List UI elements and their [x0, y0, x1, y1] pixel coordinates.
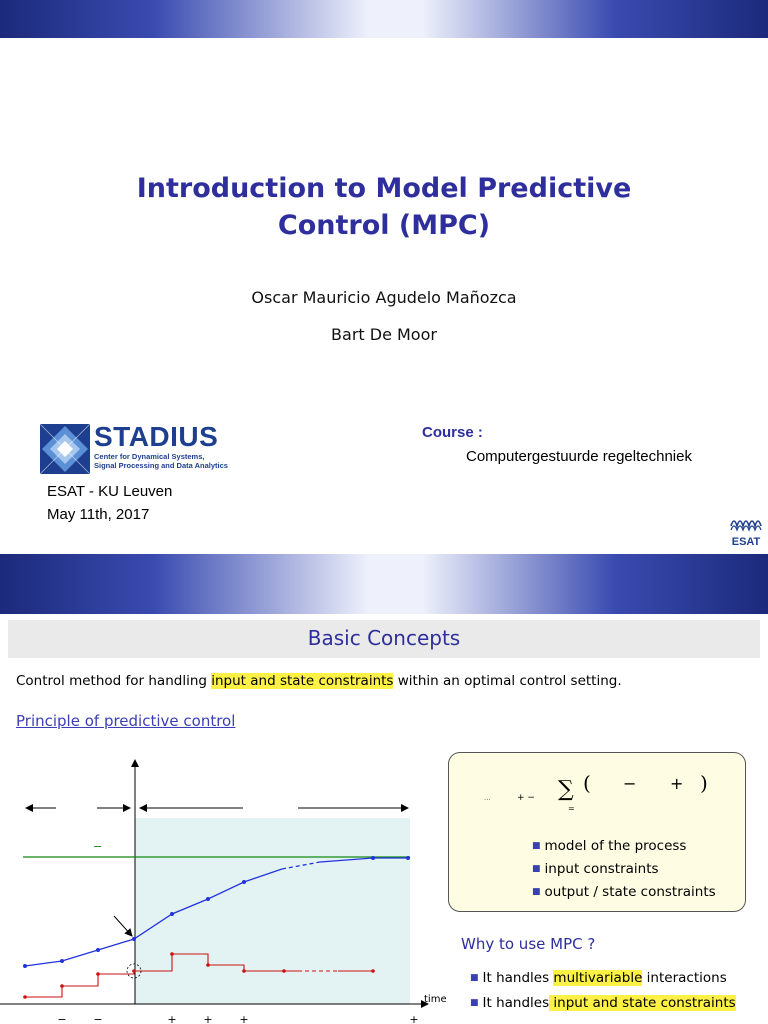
why-highlight: multivariable: [553, 970, 643, 986]
bullet-icon: ■: [532, 841, 541, 851]
output-point: [371, 856, 375, 860]
input-point: [170, 952, 174, 956]
author-1: Oscar Mauricio Agudelo Mañozca: [251, 288, 517, 307]
esat-logo-icon: [729, 514, 763, 548]
input-point: [242, 969, 246, 973]
tick-label: −: [93, 1013, 103, 1024]
time-axis-label: time: [424, 994, 447, 1005]
course-name: Computergestuurde regeltechniek: [466, 448, 692, 465]
logo-name: STADIUS: [94, 421, 219, 452]
formula-dots: ...: [484, 794, 491, 802]
tick-label: +: [409, 1013, 419, 1024]
tick-label: +: [239, 1013, 249, 1024]
output-point: [406, 856, 410, 860]
formula-item-text: model of the process: [544, 838, 687, 854]
tick-label: +: [167, 1013, 177, 1024]
input-point: [132, 969, 136, 973]
intro-sentence: [16, 673, 622, 689]
formula-minus: −: [623, 774, 637, 793]
principle-heading: Principle of predictive control: [16, 712, 236, 730]
input-point: [23, 995, 27, 999]
formula-item-text: output / state constraints: [544, 884, 716, 900]
esat-logo-text: ESAT: [731, 536, 761, 548]
input-point: [96, 972, 100, 976]
output-point: [132, 937, 136, 941]
input-point: [206, 963, 210, 967]
bullet-icon: ■: [532, 887, 541, 897]
output-point: [242, 880, 246, 884]
why-item: [470, 995, 736, 1011]
predictive-control-diagram: [0, 750, 447, 1024]
input-point: [60, 984, 64, 988]
title-line-2: Control (MPC): [277, 210, 491, 241]
formula-plus: +: [670, 774, 684, 793]
sigma-subscript: =: [568, 804, 575, 813]
prediction-horizon-area: [135, 818, 410, 1004]
formula-item: [532, 884, 716, 900]
presentation-title: [0, 170, 768, 244]
intro-text-after: within an optimal control setting.: [393, 673, 622, 689]
output-point: [96, 948, 100, 952]
top-banner: [0, 0, 768, 38]
why-item: [470, 970, 727, 986]
why-text-before: It handles: [482, 970, 554, 986]
institution: ESAT - KU Leuven: [47, 483, 173, 500]
stadius-logo-text: [94, 422, 228, 470]
input-point: [371, 969, 375, 973]
sigma-symbol: ∑: [558, 777, 574, 802]
intro-text-before: Control method for handling: [16, 673, 212, 689]
why-text-after: interactions: [642, 970, 727, 986]
output-point: [206, 897, 210, 901]
section-title: Basic Concepts: [307, 626, 461, 650]
why-text-before: It handles: [482, 995, 550, 1011]
bullet-icon: ■: [532, 864, 541, 874]
course-label: Course :: [422, 424, 483, 441]
stadius-logo-icon: [40, 424, 90, 474]
formula-item: [532, 861, 659, 877]
tick-label: −: [57, 1013, 67, 1024]
middle-banner: [0, 554, 768, 614]
mpc-cost-function: [448, 752, 746, 832]
why-heading: Why to use MPC ?: [461, 935, 596, 953]
logo-subtitle-1: Center for Dynamical Systems,: [94, 452, 205, 461]
open-paren: (: [583, 771, 591, 795]
formula-item-text: input constraints: [544, 861, 659, 877]
output-point: [23, 964, 27, 968]
output-point: [60, 959, 64, 963]
author-2: Bart De Moor: [331, 325, 437, 344]
title-line-1: Introduction to Model Predictive: [136, 173, 632, 204]
input-point: [282, 969, 286, 973]
current-state-arrow: [114, 916, 132, 936]
bullet-icon: ■: [470, 998, 479, 1008]
why-highlight: input and state constraints: [549, 995, 736, 1011]
tick-label: +: [203, 1013, 213, 1024]
formula-item: [532, 838, 686, 854]
output-point: [170, 912, 174, 916]
intro-highlight: input and state constraints: [211, 673, 394, 689]
logo-subtitle-2: Signal Processing and Data Analytics: [94, 461, 228, 470]
bullet-icon: ■: [470, 973, 479, 983]
reference-label: −: [93, 840, 103, 853]
close-paren: ): [700, 771, 708, 795]
presentation-date: May 11th, 2017: [47, 506, 150, 523]
formula-plus-minus: + −: [517, 793, 535, 803]
